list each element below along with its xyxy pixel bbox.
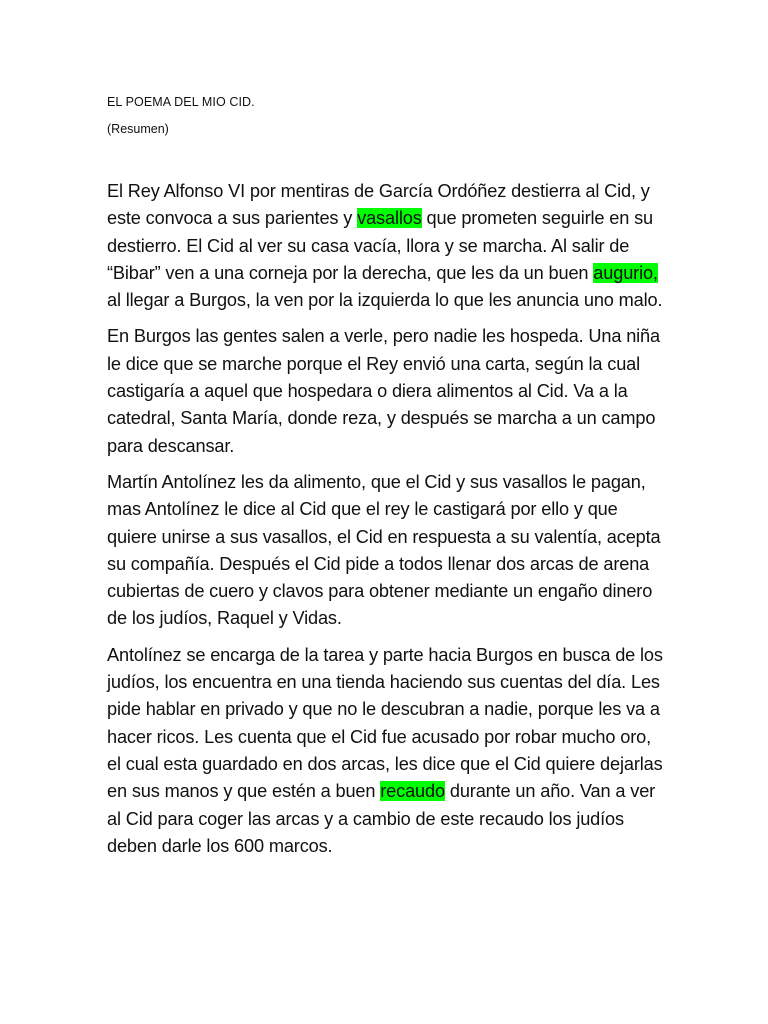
text-segment: que prometen seguirle en su destierro. El Cid al ver su casa vacía, llora y se marcha. Al salir de “Bibar” ven a una corneja por la derecha, que les da un buen bbox=[107, 208, 654, 283]
text-segment: En Burgos las gentes salen a verle, pero nadie les hospeda. Una niña le dice que se marche porque el Rey envió una carta, según la cual castigaría a aquel que hospedara o diera alimentos al Cid. Va a la catedral, Santa María, donde reza, y después se marcha a un campo para descansar. bbox=[107, 326, 660, 456]
highlighted-word-vasallos: vasallos bbox=[357, 208, 422, 229]
text-segment: al llegar a Burgos, la ven por la izquierda lo que les anuncia uno malo. bbox=[107, 290, 663, 311]
paragraph-2 bbox=[107, 323, 667, 459]
paragraph-1 bbox=[107, 178, 667, 314]
text-segment: durante un año. Van a ver al Cid para coger las arcas y a cambio de este recaudo los judíos deben darle los 600 marcos. bbox=[107, 781, 656, 856]
highlighted-word-augurio: augurio, bbox=[593, 262, 658, 283]
document-subtitle: (Resumen) bbox=[107, 122, 169, 136]
document-title: EL POEMA DEL MIO CID. bbox=[107, 95, 255, 109]
highlighted-word-recaudo: recaudo bbox=[380, 781, 445, 802]
paragraph-3 bbox=[107, 469, 667, 633]
text-segment: El Rey Alfonso VI por mentiras de García Ordóñez destierra al Cid, y este convoca a sus parientes y bbox=[107, 181, 650, 229]
text-segment: Antolínez se encarga de la tarea y parte hacia Burgos en busca de los judíos, los encuentra en una tienda haciendo sus cuentas del día. Les pide hablar en privado y que no le descubran a nadie, porque les va a hacer ricos. Les cuenta que el Cid fue acusado por robar mucho oro, el cual esta guardado en dos arcas, les dice que el Cid quiere dejarlas en sus manos y que estén a buen bbox=[107, 644, 663, 802]
document-body bbox=[107, 178, 667, 869]
paragraph-4 bbox=[107, 642, 667, 860]
text-segment: Martín Antolínez les da alimento, que el Cid y sus vasallos le pagan, mas Antolínez le dice al Cid que el rey le castigará por ello y que quiere unirse a sus vasallos, el Cid en respuesta a su valentía, acepta su compañía. Después el Cid pide a todos llenar dos arcas de arena cubiertas de cuero y clavos para obtener mediante un engaño dinero de los judíos, Raquel y Vidas. bbox=[107, 471, 661, 629]
